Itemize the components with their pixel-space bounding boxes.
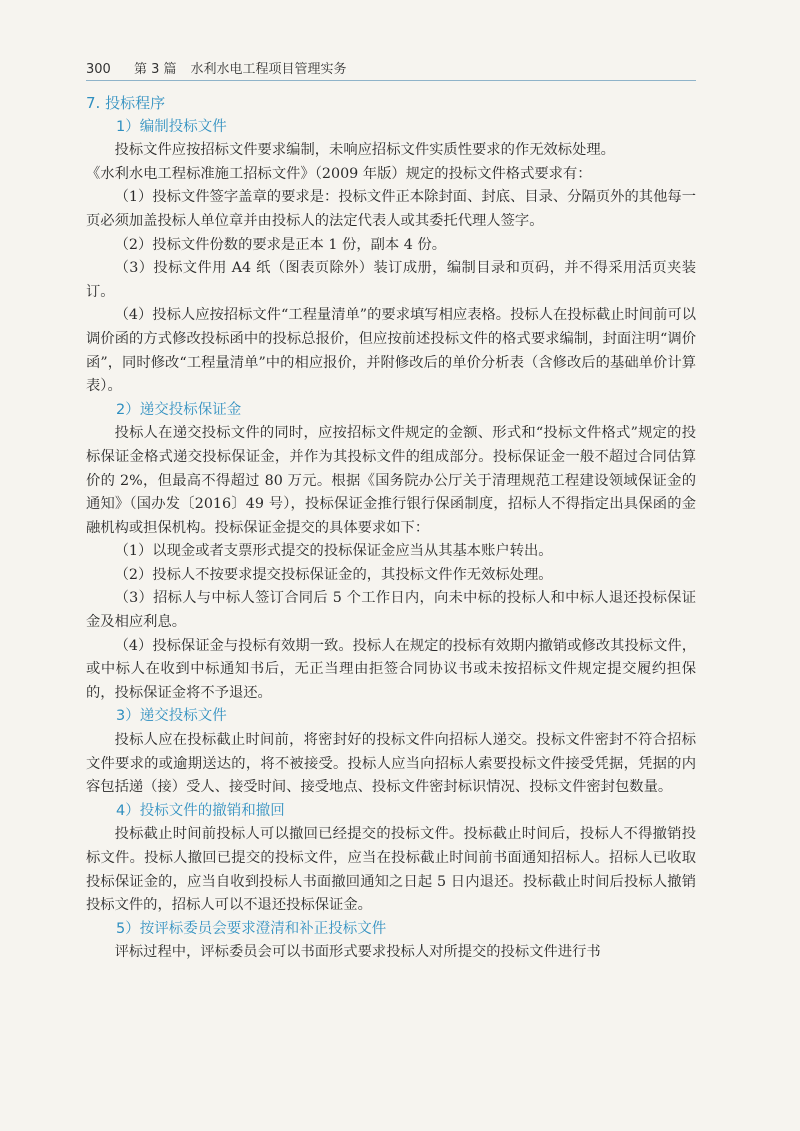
running-header	[86, 58, 696, 77]
paragraph: 投标人应在投标截止时间前，将密封好的投标文件向招标人递交。投标文件密封不符合招标文件要求的或逾期送达的，将不被接受。投标人应当向招标人索要投标文件接受凭据，凭据的内容包括递（接）受人、接受时间、接受地点、投标文件密封标识情况、投标文件密封包数量。	[86, 732, 696, 796]
list-item: （1）以现金或者支票形式提交的投标保证金应当从其基本账户转出。	[114, 543, 553, 560]
page-number: 300	[86, 62, 111, 77]
subsection-heading-4: 4）投标文件的撤销和撤回	[116, 802, 285, 819]
paragraph: 投标人在递交投标文件的同时，应按招标文件规定的金额、形式和“投标文件格式”规定的投标保证金格式递交投标保证金，并作为其投标文件的组成部分。投标保证金一般不超过合同估算价的 2%，但最高不得超过 80 万元。根据《国务院办公厅关于清理规范工程建设领域保证金的通知》（国办发〔2016〕49 号），投标保证金推行银行保函制度，招标人不得指定出具保函的金融机构或担保机构。投标保证金提交的具体要求如下：	[86, 425, 696, 536]
part-label: 第 3 篇	[134, 62, 177, 77]
paragraph: 评标过程中，评标委员会可以书面形式要求投标人对所提交的投标文件进行书	[114, 944, 601, 961]
list-item: （3）招标人与中标人签订合同后 5 个工作日内，向未中标的投标人和中标人退还投标保证金及相应利息。	[86, 590, 696, 631]
list-item: （2）投标文件份数的要求是正本 1 份，副本 4 份。	[114, 236, 446, 253]
header-rule	[86, 80, 696, 81]
paragraph: 投标文件应按招标文件要求编制，未响应招标文件实质性要求的作无效标处理。	[114, 142, 615, 159]
subsection-heading-1: 1）编制投标文件	[116, 118, 227, 135]
section-heading-7: 7. 投标程序	[86, 94, 166, 112]
subsection-heading-3: 3）递交投标文件	[116, 708, 227, 725]
paragraph: 投标截止时间前投标人可以撤回已经提交的投标文件。投标截止时间后，投标人不得撤销投标文件。投标人撤回已提交的投标文件，应当在投标截止时间前书面通知招标人。招标人已收取投标保证金的，应当自收到投标人书面撤回通知之日起 5 日内退还。投标截止时间后投标人撤销投标文件的，招标人可以不退还投标保证金。	[86, 826, 696, 914]
list-item: （1）投标文件签字盖章的要求是：投标文件正本除封面、封底、目录、分隔页外的其他每一页必须加盖投标人单位章并由投标人的法定代表人或其委托代理人签字。	[86, 189, 696, 229]
list-item: （3）投标文件用 A4 纸（图表页除外）装订成册，编制目录和页码，并不得采用活页夹装订。	[86, 260, 696, 300]
list-item: （4）投标人应按招标文件“工程量清单”的要求填写相应表格。投标人在投标截止时间前可以调价函的方式修改投标函中的投标总报价，但应按前述投标文件的格式要求编制，封面注明“调价函”，同时修改“工程量清单”中的相应报价，并附修改后的单价分析表（含修改后的基础单价计算表）。	[86, 307, 696, 395]
subsection-heading-2: 2）递交投标保证金	[116, 401, 242, 418]
list-item: （2）投标人不按要求提交投标保证金的，其投标文件作无效标处理。	[114, 566, 553, 583]
paragraph: 《水利水电工程标准施工招标文件》（2009 年版）规定的投标文件格式要求有：	[86, 165, 592, 182]
list-item: （4）投标保证金与投标有效期一致。投标人在规定的投标有效期内撤销或修改其投标文件，或中标人在收到中标通知书后，无正当理由拒签合同协议书或未按招标文件规定提交履约担保的，投标保证金将不予退还。	[86, 637, 696, 701]
part-title: 水利水电工程项目管理实务	[190, 62, 347, 77]
page-body	[86, 92, 696, 965]
subsection-heading-5: 5）按评标委员会要求澄清和补正投标文件	[116, 920, 387, 937]
